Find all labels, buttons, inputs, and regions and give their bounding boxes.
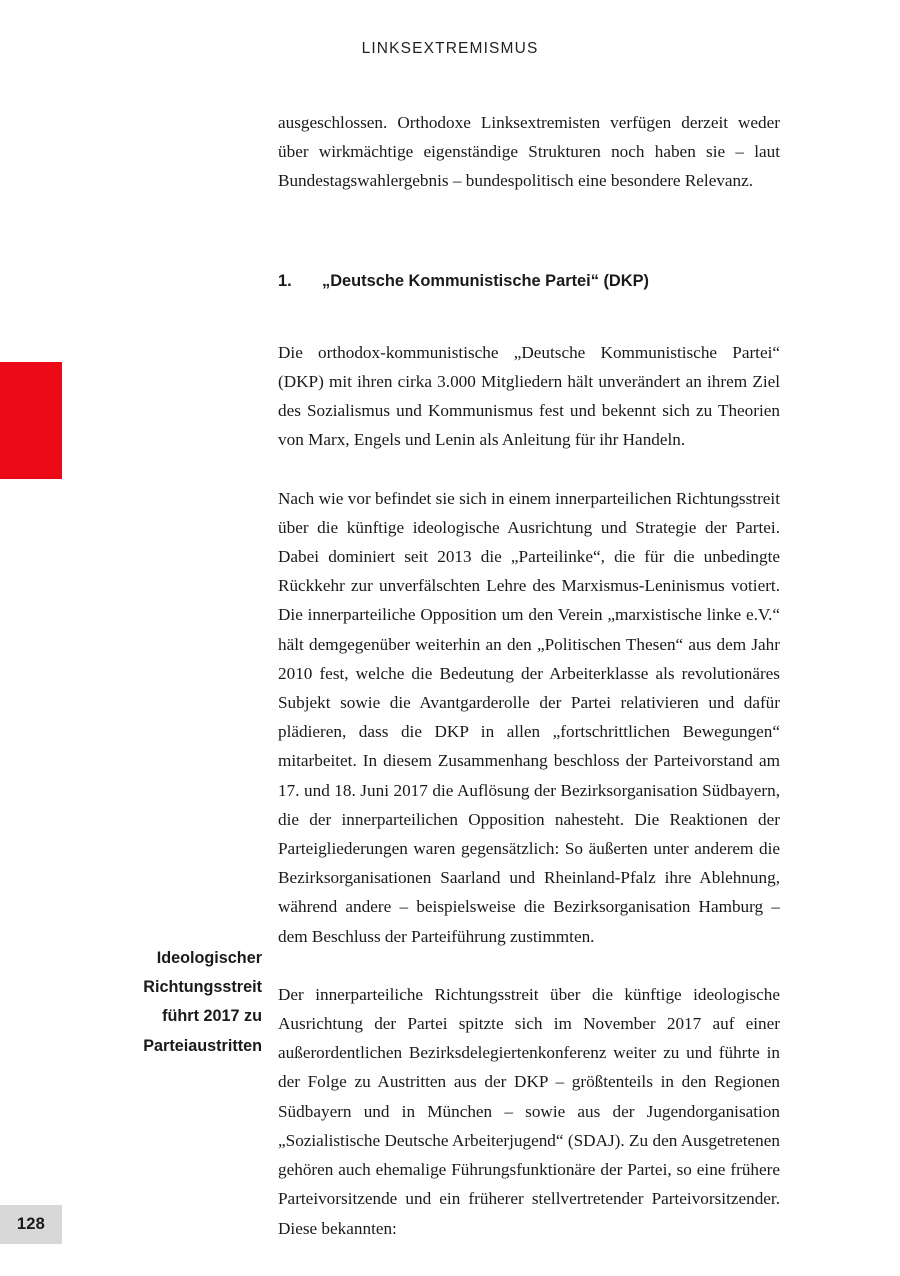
red-thumb-index-tab xyxy=(0,362,62,479)
paragraph-parteiaustritte: Der innerparteiliche Richtungsstreit über die künftige ideologische Ausrichtung der Partei spitzte sich im November 2017 auf einer außerordentlichen Bezirksdelegiertenkonferenz weiter zu und führte in der Folge zu Austritten aus der DKP – größtenteils in den Regionen Südbayern und in München – sowie aus der Jugendorganisation „Sozialistische Deutsche Arbeiterjugend“ (SDAJ). Zu den Ausgetretenen gehören auch ehemalige Führungsfunktionäre der Partei, so eine frühere Parteivorsitzende und ein früherer stellvertretender Parteivorsitzender. Diese bekannten: xyxy=(278,984,780,1238)
heading-spacer-top xyxy=(278,225,780,267)
heading-spacer-bottom xyxy=(278,325,780,338)
margin-note-line-3: führt 2017 zu xyxy=(162,1007,262,1026)
main-text-column xyxy=(278,108,780,1243)
running-header: LINKSEXTREMISMUS xyxy=(361,40,539,57)
paragraph-richtungsstreit: Nach wie vor befindet sie sich in einem innerparteilichen Richtungsstreit über die künftige ideologische Ausrichtung und Strategie der Partei. Dabei dominiert seit 2013 die „Parteilinke“, die für die unbedingte Rückkehr zur unverfälschten Lehre des Marxismus-Leninismus votiert. Die innerparteiliche Opposition um den Verein „marxistische linke e.V.“ hält demgegenüber weiterhin an den „Politischen Thesen“ aus dem Jahr 2010 fest, welche die Bedeutung der Arbeiterklasse als revolutionäres Subjekt sowie die Avantgarderolle der Partei relativieren und dafür plädieren, dass die DKP in allen „fortschrittlichen Bewegungen“ mitarbeitet. In diesem Zusammenhang beschloss der Parteivorstand am 17. und 18. Juni 2017 die Auflösung der Bezirksorganisation Südbayern, die der innerparteilichen Opposition nahesteht. Die Reaktionen der Parteigliederungen waren gegensätzlich: So äußerten unter anderem die Bezirksorganisationen Saarland und Rheinland-Pfalz ihre Ablehnung, während andere – beispielsweise die Bezirksorganisation Hamburg – dem Beschluss der Parteiführung zustimmten. xyxy=(278,488,780,946)
section-heading-title: „Deutsche Kommunistische Partei“ (DKP) xyxy=(322,271,649,290)
margin-note xyxy=(60,944,262,1061)
paragraph-dkp-overview: Die orthodox-kommunistische „Deutsche Kommunistische Partei“ (DKP) mit ihren cirka 3.000 Mitgliedern hält unverändert an ihrem Ziel des Sozialismus und Kommunismus fest und bekennt sich zu Theorien von Marx, Engels und Lenin als Anleitung für ihr Handeln. xyxy=(278,342,780,450)
margin-note-line-1: Ideologischer xyxy=(156,949,262,967)
page-number-block xyxy=(0,1205,62,1244)
margin-note-line-2: Richtungsstreit xyxy=(143,978,262,997)
margin-note-line-4: Parteiaustritten xyxy=(143,1036,262,1055)
section-heading xyxy=(278,267,780,296)
paragraph-intro: ausgeschlossen. Orthodoxe Linksextremisten verfügen derzeit weder über wirkmächtige eigenständige Strukturen noch haben sie – laut Bundestagswahlergebnis – bundespolitisch eine besondere Relevanz. xyxy=(278,113,780,191)
page-number: 128 xyxy=(16,1215,46,1233)
section-heading-number: 1. xyxy=(278,271,292,290)
